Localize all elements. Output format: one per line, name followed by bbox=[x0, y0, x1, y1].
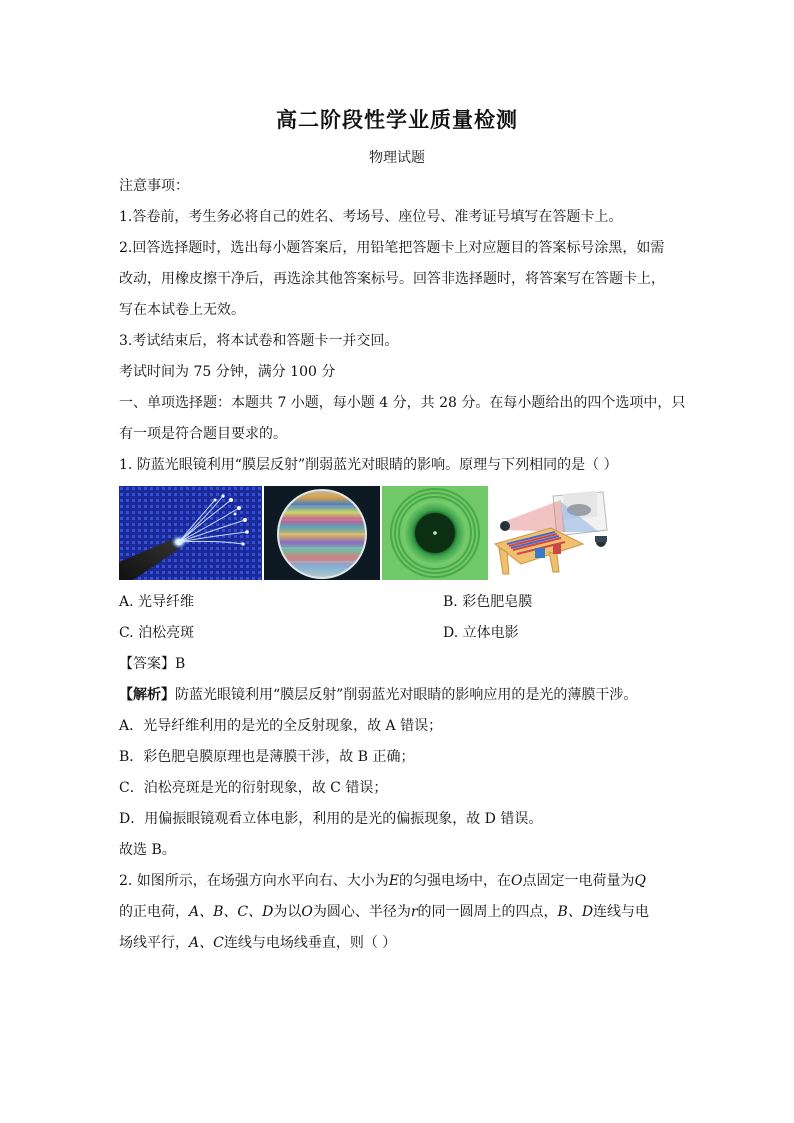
notice-item-1: 1.答卷前，考生务必将自己的姓名、考场号、座位号、准考证号填写在答题卡上。 bbox=[119, 209, 623, 225]
3d-movie-diagram bbox=[491, 486, 619, 580]
option-b: B. 彩色肥皂膜 bbox=[443, 594, 533, 610]
q2-var-q: Q bbox=[634, 873, 647, 889]
notice-item-2-line-3: 写在本试卷上无效。 bbox=[119, 302, 245, 318]
q2-var-ac: A、C bbox=[189, 935, 224, 951]
page-title: 高二阶段性学业质量检测 bbox=[276, 108, 518, 132]
notice-item-3: 3.考试结束后，将本试卷和答题卡一并交回。 bbox=[119, 333, 399, 349]
q2-text: 的同一圆周上的四点， bbox=[417, 904, 558, 920]
q2-text: 点固定一电荷量为 bbox=[522, 873, 635, 889]
exam-time: 考试时间为 75 分钟，满分 100 分 bbox=[119, 364, 336, 380]
analysis-conclusion: 故选 B。 bbox=[119, 842, 176, 858]
analysis-c: C．泊松亮斑是光的衍射现象，故 C 错误； bbox=[119, 780, 388, 796]
analysis-d: D．用偏振眼镜观看立体电影，利用的是光的偏振现象，故 D 错误。 bbox=[119, 811, 543, 827]
q2-text: 为以 bbox=[273, 904, 302, 920]
analysis-b: B．彩色肥皂膜原理也是薄膜干涉，故 B 正确； bbox=[119, 749, 415, 765]
analysis-text: 防蓝光眼镜利用“膜层反射”削弱蓝光对眼睛的影响应用的是光的薄膜干涉。 bbox=[175, 687, 638, 703]
question-2-line-2 bbox=[119, 904, 679, 920]
notice-item-2-line-1: 2.回答选择题时，选出每小题答案后，用铅笔把答题卡上对应题目的答案标号涂黑，如需 bbox=[119, 240, 665, 256]
q2-var-o: O bbox=[511, 873, 523, 889]
q2-var-bd: B、D bbox=[557, 904, 594, 920]
soap-film-photo bbox=[264, 486, 380, 580]
q2-text: 的匀强电场中，在 bbox=[399, 873, 512, 889]
question-1-stem: 1. 防蓝光眼镜利用“膜层反射”削弱蓝光对眼睛的影响。原理与下列相同的是（ ） bbox=[119, 457, 618, 473]
question-2-line-3 bbox=[119, 935, 679, 951]
option-c: C. 泊松亮斑 bbox=[119, 625, 195, 641]
analysis-label: 【解析】 bbox=[119, 687, 175, 703]
analysis-a: A．光导纤维利用的是光的全反射现象，故 A 错误； bbox=[119, 718, 443, 734]
q2-text: 连线与电 bbox=[593, 904, 650, 920]
q2-var-e: E bbox=[388, 873, 400, 889]
option-a: A. 光导纤维 bbox=[119, 594, 195, 610]
option-d: D. 立体电影 bbox=[443, 625, 519, 641]
q2-text: 连线与电场线垂直，则（ ） bbox=[223, 935, 397, 951]
q2-var-r: r bbox=[410, 904, 418, 920]
section-1-heading-line-2: 有一项是符合题目要求的。 bbox=[119, 426, 287, 442]
question-2-line-1 bbox=[119, 873, 679, 889]
q2-text: 为圆心、半径为 bbox=[312, 904, 411, 920]
question-1-answer: 【答案】B bbox=[119, 656, 186, 672]
section-1-heading-line-1: 一、单项选择题：本题共 7 小题，每小题 4 分，共 28 分。在每小题给出的四个选项中，只 bbox=[119, 395, 686, 411]
fiber-optic-photo bbox=[119, 486, 262, 580]
notice-item-2-line-2: 改动，用橡皮擦干净后，再选涂其他答案标号。回答非选择题时，将答案写在答题卡上， bbox=[119, 271, 665, 287]
question-1-figures bbox=[119, 486, 619, 580]
page-subtitle: 物理试题 bbox=[369, 150, 425, 166]
q2-var-o: O bbox=[301, 904, 313, 920]
notice-heading: 注意事项： bbox=[119, 178, 189, 194]
poisson-spot-photo bbox=[382, 486, 488, 580]
q2-text: 2. 如图所示，在场强方向水平向右、大小为 bbox=[119, 873, 389, 889]
q2-text: 场线平行， bbox=[119, 935, 189, 951]
q2-text: 的正电荷， bbox=[119, 904, 189, 920]
q2-var-abcd: A、B、C、D bbox=[189, 904, 274, 920]
question-1-analysis bbox=[119, 687, 679, 703]
